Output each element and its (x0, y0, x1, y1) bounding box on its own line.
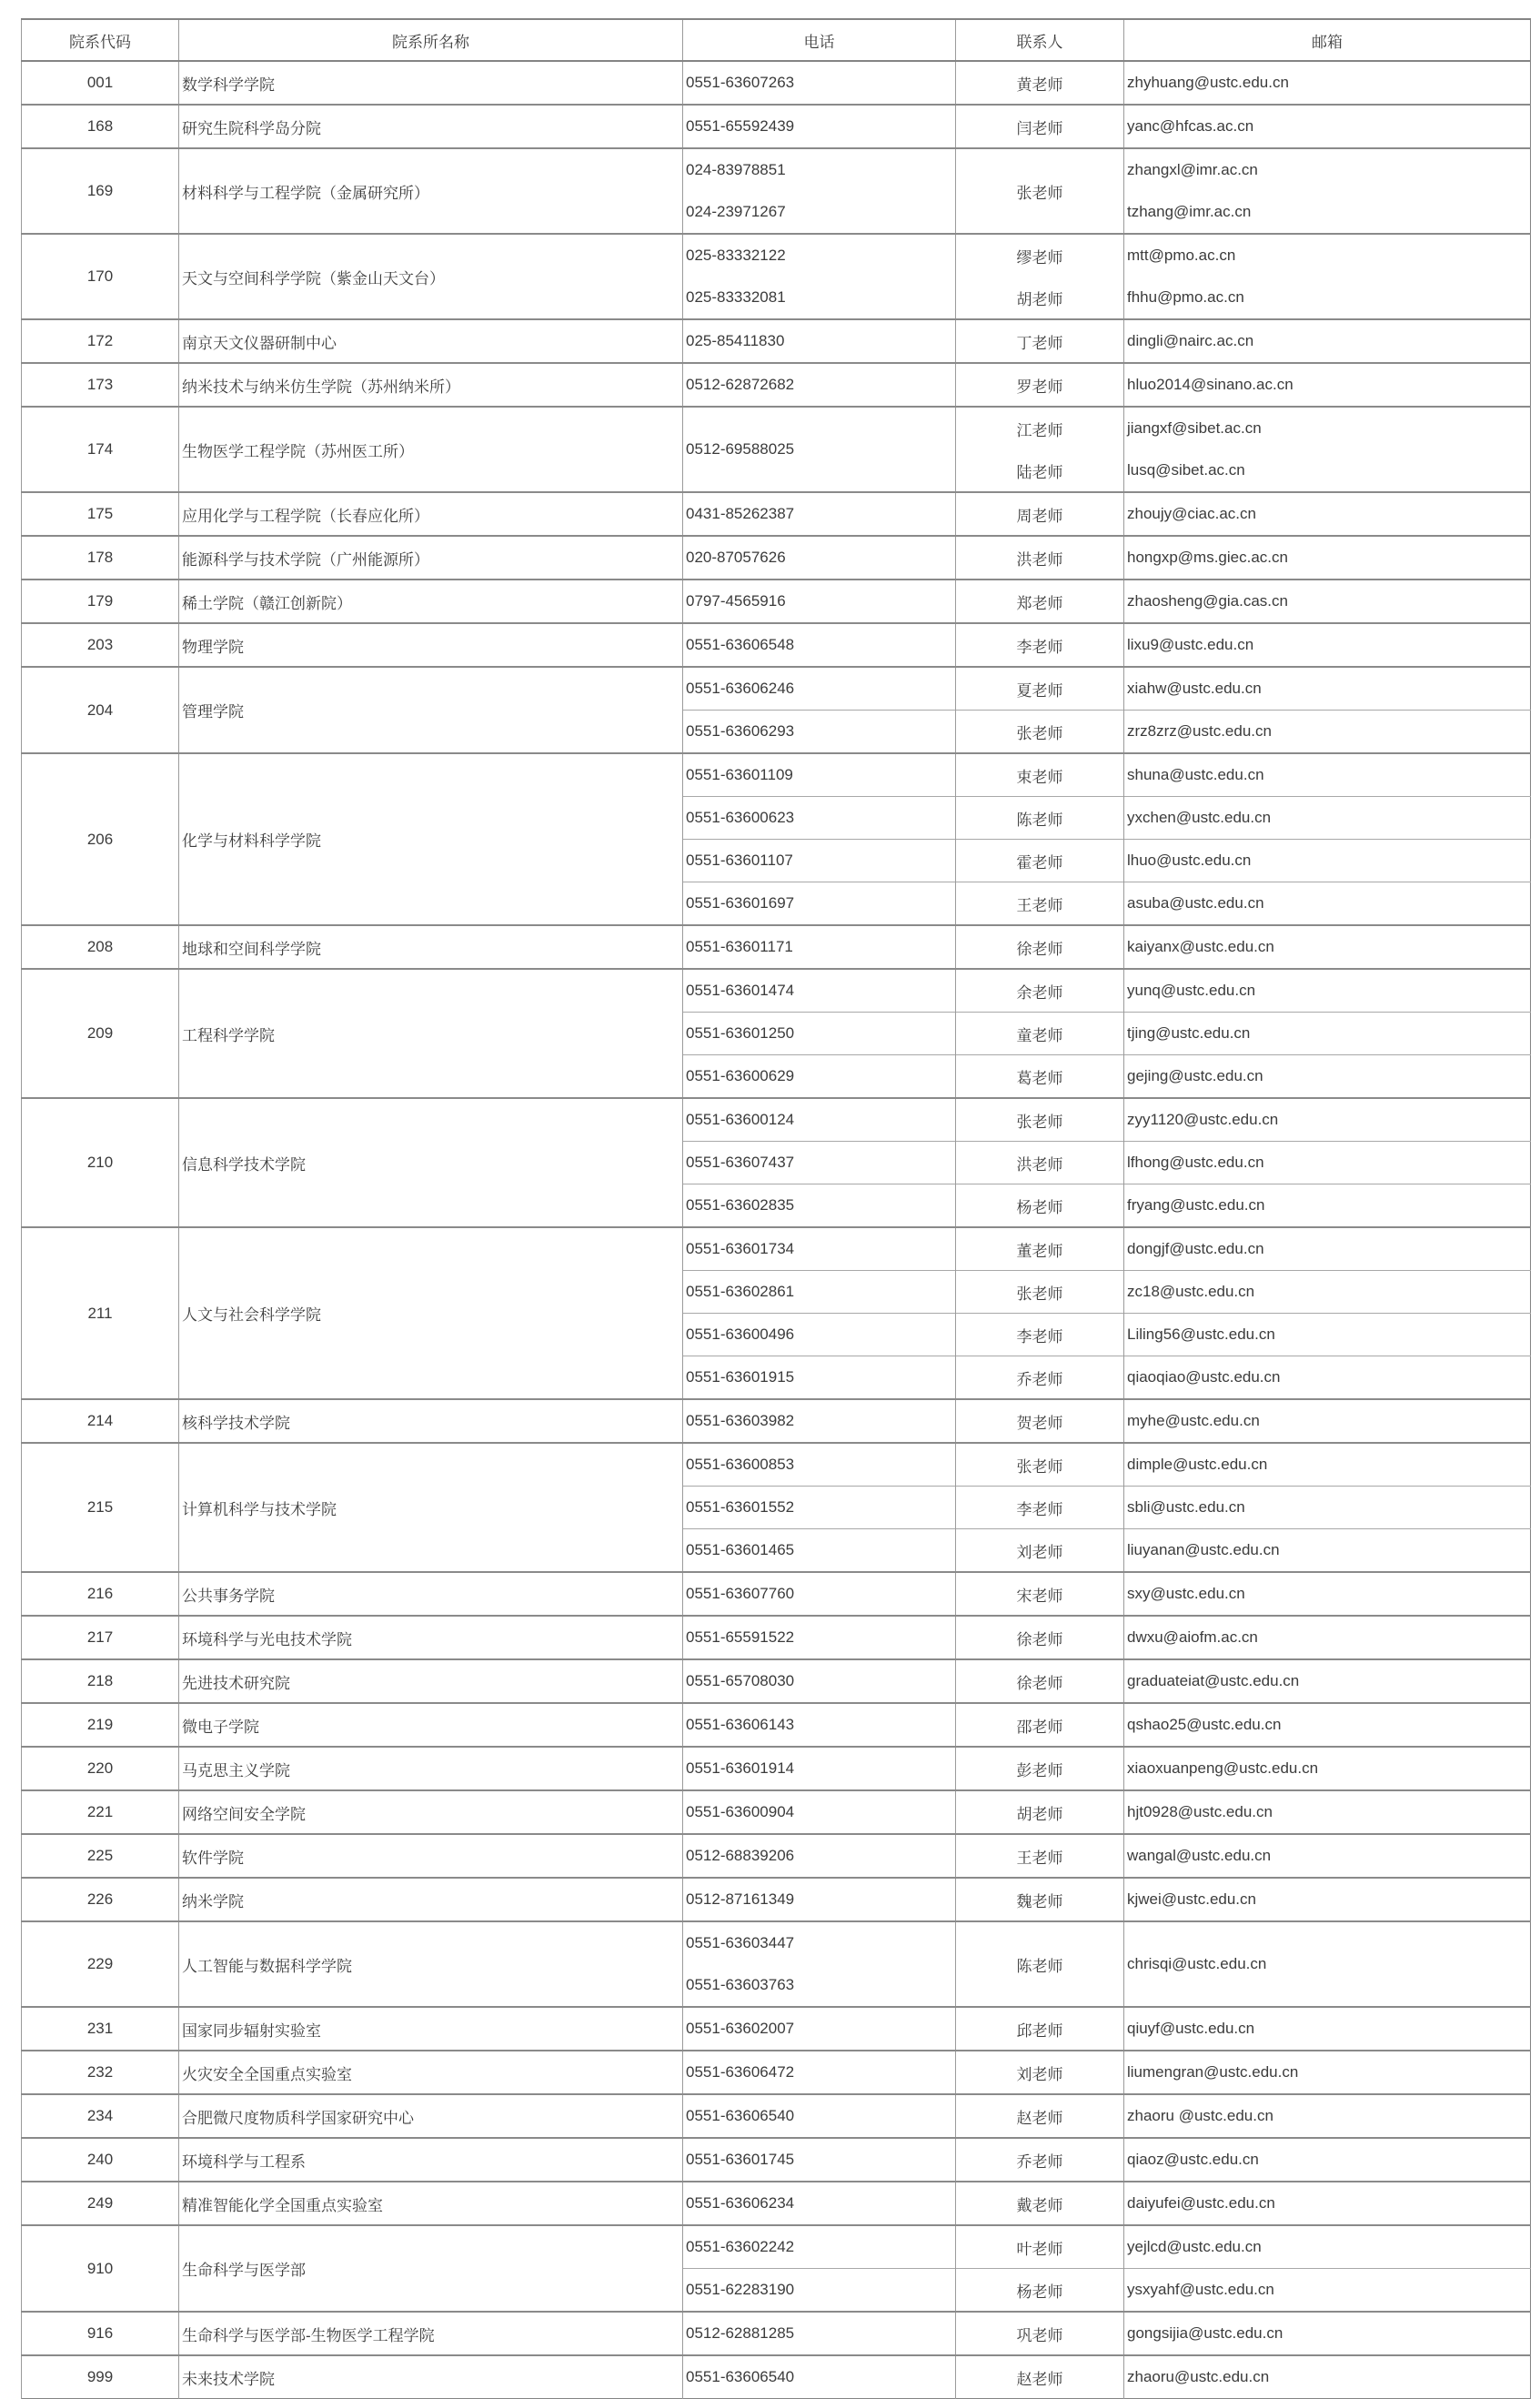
cell-code: 219 (22, 1703, 179, 1747)
cell-email (1124, 234, 1531, 319)
cell-email: yxchen@ustc.edu.cn (1124, 797, 1531, 840)
cell-contact: 宋老师 (956, 1572, 1124, 1616)
table-row (22, 492, 1531, 536)
table-row (22, 2094, 1531, 2138)
table-row (22, 1878, 1531, 1921)
table-row (22, 319, 1531, 363)
table-row (22, 2182, 1531, 2225)
cell-contact: 巩老师 (956, 2312, 1124, 2355)
cell-email: zhaosheng@gia.cas.cn (1124, 580, 1531, 623)
cell-phone: 0551-63600623 (683, 797, 956, 840)
cell-phone: 0551-63602835 (683, 1184, 956, 1228)
cell-phone: 0551-63606540 (683, 2094, 956, 2138)
cell-phone: 0551-63603982 (683, 1399, 956, 1443)
cell-name: 软件学院 (179, 1834, 683, 1878)
cell-phone: 0551-63601474 (683, 969, 956, 1013)
cell-phone: 0512-62881285 (683, 2312, 956, 2355)
cell-code: 001 (22, 61, 179, 105)
cell-name: 人工智能与数据科学学院 (179, 1921, 683, 2007)
cell-code: 221 (22, 1790, 179, 1834)
contacts-table (21, 18, 1531, 2399)
cell-contact-line: 缪老师 (1016, 248, 1063, 267)
cell-email: ysxyahf@ustc.edu.cn (1124, 2269, 1531, 2313)
cell-email: qiuyf@ustc.edu.cn (1124, 2007, 1531, 2051)
cell-phone: 0551-63607760 (683, 1572, 956, 1616)
cell-name: 网络空间安全学院 (179, 1790, 683, 1834)
cell-contact: 赵老师 (956, 2355, 1124, 2399)
cell-phone-line: 025-83332122 (686, 247, 786, 264)
cell-phone: 0551-63601465 (683, 1529, 956, 1573)
cell-code: 220 (22, 1747, 179, 1790)
cell-name: 马克思主义学院 (179, 1747, 683, 1790)
cell-contact: 夏老师 (956, 667, 1124, 711)
cell-email: chrisqi@ustc.edu.cn (1124, 1921, 1531, 2007)
table-row (22, 61, 1531, 105)
cell-name: 先进技术研究院 (179, 1659, 683, 1703)
cell-name: 能源科学与技术学院（广州能源所） (179, 536, 683, 580)
cell-phone: 0512-69588025 (683, 407, 956, 492)
cell-phone: 0551-63600124 (683, 1098, 956, 1142)
cell-name: 稀土学院（赣江创新院） (179, 580, 683, 623)
cell-phone: 0551-63602861 (683, 1271, 956, 1314)
cell-contact: 丁老师 (956, 319, 1124, 363)
cell-email: zhoujy@ciac.ac.cn (1124, 492, 1531, 536)
cell-email: zc18@ustc.edu.cn (1124, 1271, 1531, 1314)
cell-code: 174 (22, 407, 179, 492)
table-row (22, 1227, 1531, 1271)
cell-phone: 0512-68839206 (683, 1834, 956, 1878)
cell-code: 231 (22, 2007, 179, 2051)
cell-contact: 陈老师 (956, 1921, 1124, 2007)
cell-phone: 0551-63600629 (683, 1055, 956, 1099)
cell-email: tjing@ustc.edu.cn (1124, 1013, 1531, 1055)
cell-phone: 0551-63601109 (683, 753, 956, 797)
cell-email-line: zhangxl@imr.ac.cn (1127, 161, 1258, 178)
cell-contact: 张老师 (956, 1271, 1124, 1314)
cell-email-stack (1127, 408, 1530, 491)
cell-email: qiaoz@ustc.edu.cn (1124, 2138, 1531, 2182)
col-header-3: 联系人 (956, 19, 1124, 61)
col-header-0: 院系代码 (22, 19, 179, 61)
cell-phone: 0551-63601171 (683, 925, 956, 969)
cell-contact: 杨老师 (956, 2269, 1124, 2313)
cell-code: 178 (22, 536, 179, 580)
cell-email: zhaoru @ustc.edu.cn (1124, 2094, 1531, 2138)
cell-phone: 0551-63606293 (683, 711, 956, 754)
cell-name: 生命科学与医学部-生物医学工程学院 (179, 2312, 683, 2355)
cell-phone: 0797-4565916 (683, 580, 956, 623)
cell-name: 管理学院 (179, 667, 683, 753)
cell-phone (683, 1921, 956, 2007)
cell-name: 物理学院 (179, 623, 683, 667)
cell-email: dongjf@ustc.edu.cn (1124, 1227, 1531, 1271)
cell-email: kaiyanx@ustc.edu.cn (1124, 925, 1531, 969)
cell-code: 175 (22, 492, 179, 536)
cell-code: 218 (22, 1659, 179, 1703)
table-row (22, 2007, 1531, 2051)
cell-code: 249 (22, 2182, 179, 2225)
cell-phone (683, 234, 956, 319)
cell-contact: 王老师 (956, 1834, 1124, 1878)
cell-code: 225 (22, 1834, 179, 1878)
cell-name: 信息科学技术学院 (179, 1098, 683, 1227)
cell-phone: 0551-63607437 (683, 1142, 956, 1184)
cell-contact: 叶老师 (956, 2225, 1124, 2269)
cell-contact: 杨老师 (956, 1184, 1124, 1228)
table-row (22, 969, 1531, 1013)
table-row (22, 1834, 1531, 1878)
cell-email: liuyanan@ustc.edu.cn (1124, 1529, 1531, 1573)
cell-name: 应用化学与工程学院（长春应化所） (179, 492, 683, 536)
cell-contact: 葛老师 (956, 1055, 1124, 1099)
table-row (22, 1399, 1531, 1443)
cell-phone: 0551-65592439 (683, 105, 956, 148)
cell-name: 工程科学学院 (179, 969, 683, 1098)
cell-code: 916 (22, 2312, 179, 2355)
cell-email: lfhong@ustc.edu.cn (1124, 1142, 1531, 1184)
cell-email: graduateiat@ustc.edu.cn (1124, 1659, 1531, 1703)
cell-code: 208 (22, 925, 179, 969)
cell-phone-line: 024-23971267 (686, 203, 786, 220)
cell-name: 精准智能化学全国重点实验室 (179, 2182, 683, 2225)
cell-email: kjwei@ustc.edu.cn (1124, 1878, 1531, 1921)
cell-contact: 黄老师 (956, 61, 1124, 105)
cell-email: sxy@ustc.edu.cn (1124, 1572, 1531, 1616)
cell-phone: 0551-63601552 (683, 1487, 956, 1529)
table-row (22, 580, 1531, 623)
cell-phone: 0431-85262387 (683, 492, 956, 536)
cell-email-stack (1127, 149, 1530, 233)
cell-code: 232 (22, 2051, 179, 2094)
col-header-1: 院系所名称 (179, 19, 683, 61)
table-row (22, 234, 1531, 319)
cell-name: 火灾安全全国重点实验室 (179, 2051, 683, 2094)
cell-email: dingli@nairc.ac.cn (1124, 319, 1531, 363)
cell-code: 226 (22, 1878, 179, 1921)
cell-name: 研究生院科学岛分院 (179, 105, 683, 148)
cell-contact: 霍老师 (956, 840, 1124, 882)
cell-email: zyy1120@ustc.edu.cn (1124, 1098, 1531, 1142)
cell-code: 209 (22, 969, 179, 1098)
col-header-4: 邮箱 (1124, 19, 1531, 61)
table-row (22, 2355, 1531, 2399)
cell-email: yunq@ustc.edu.cn (1124, 969, 1531, 1013)
table-row (22, 2138, 1531, 2182)
table-row (22, 1572, 1531, 1616)
cell-email: wangal@ustc.edu.cn (1124, 1834, 1531, 1878)
cell-code: 229 (22, 1921, 179, 2007)
cell-email: gejing@ustc.edu.cn (1124, 1055, 1531, 1099)
cell-phone: 0551-63606143 (683, 1703, 956, 1747)
cell-name: 化学与材料科学学院 (179, 753, 683, 925)
cell-phone: 0551-63601107 (683, 840, 956, 882)
header-row (22, 19, 1531, 61)
cell-phone-line: 025-83332081 (686, 288, 786, 306)
cell-code: 211 (22, 1227, 179, 1399)
cell-phone (683, 148, 956, 234)
cell-email: dwxu@aiofm.ac.cn (1124, 1616, 1531, 1659)
cell-contact: 魏老师 (956, 1878, 1124, 1921)
cell-name: 天文与空间科学学院（紫金山天文台） (179, 234, 683, 319)
cell-contact-stack (956, 408, 1123, 491)
cell-phone: 0551-63601734 (683, 1227, 956, 1271)
cell-contact: 胡老师 (956, 1790, 1124, 1834)
cell-contact: 周老师 (956, 492, 1124, 536)
cell-code: 240 (22, 2138, 179, 2182)
cell-contact: 童老师 (956, 1013, 1124, 1055)
cell-contact: 彭老师 (956, 1747, 1124, 1790)
cell-contact: 董老师 (956, 1227, 1124, 1271)
cell-name: 人文与社会科学学院 (179, 1227, 683, 1399)
cell-phone: 020-87057626 (683, 536, 956, 580)
cell-code: 214 (22, 1399, 179, 1443)
cell-name: 合肥微尺度物质科学国家研究中心 (179, 2094, 683, 2138)
table-body (22, 61, 1531, 2399)
cell-email-line: jiangxf@sibet.ac.cn (1127, 419, 1262, 437)
cell-contact-line: 江老师 (1016, 421, 1063, 439)
cell-code: 206 (22, 753, 179, 925)
cell-contact: 贺老师 (956, 1399, 1124, 1443)
cell-name: 地球和空间科学学院 (179, 925, 683, 969)
cell-contact: 张老师 (956, 711, 1124, 754)
cell-phone: 025-85411830 (683, 319, 956, 363)
table-row (22, 1921, 1531, 2007)
cell-contact: 乔老师 (956, 1356, 1124, 1400)
table-row (22, 2051, 1531, 2094)
cell-phone-line: 024-83978851 (686, 161, 786, 178)
cell-phone: 0551-63606234 (683, 2182, 956, 2225)
cell-contact (956, 234, 1124, 319)
cell-contact: 张老师 (956, 1443, 1124, 1487)
table-row (22, 363, 1531, 407)
table-row (22, 407, 1531, 492)
cell-phone: 0551-65708030 (683, 1659, 956, 1703)
cell-email-line: fhhu@pmo.ac.cn (1127, 288, 1244, 306)
cell-phone: 0551-63606540 (683, 2355, 956, 2399)
cell-email: yejlcd@ustc.edu.cn (1124, 2225, 1531, 2269)
cell-email: shuna@ustc.edu.cn (1124, 753, 1531, 797)
cell-code: 169 (22, 148, 179, 234)
cell-contact: 洪老师 (956, 536, 1124, 580)
cell-email: lixu9@ustc.edu.cn (1124, 623, 1531, 667)
cell-phone-line: 0551-63603447 (686, 1934, 795, 1951)
table-row (22, 1616, 1531, 1659)
cell-email-line: lusq@sibet.ac.cn (1127, 461, 1245, 479)
cell-phone: 0551-65591522 (683, 1616, 956, 1659)
cell-email: hluo2014@sinano.ac.cn (1124, 363, 1531, 407)
cell-name: 公共事务学院 (179, 1572, 683, 1616)
cell-code: 234 (22, 2094, 179, 2138)
cell-contact: 徐老师 (956, 1659, 1124, 1703)
cell-email: Liling56@ustc.edu.cn (1124, 1314, 1531, 1356)
cell-contact: 罗老师 (956, 363, 1124, 407)
cell-email: dimple@ustc.edu.cn (1124, 1443, 1531, 1487)
cell-code: 216 (22, 1572, 179, 1616)
cell-email (1124, 148, 1531, 234)
cell-contact-stack (956, 235, 1123, 318)
cell-name: 核科学技术学院 (179, 1399, 683, 1443)
cell-code: 910 (22, 2225, 179, 2312)
cell-code: 179 (22, 580, 179, 623)
cell-code: 217 (22, 1616, 179, 1659)
cell-phone: 0551-63606548 (683, 623, 956, 667)
cell-email-line: tzhang@imr.ac.cn (1127, 203, 1252, 220)
cell-email (1124, 407, 1531, 492)
cell-phone: 0551-63601914 (683, 1747, 956, 1790)
cell-contact: 闫老师 (956, 105, 1124, 148)
cell-email: xiahw@ustc.edu.cn (1124, 667, 1531, 711)
cell-name: 纳米学院 (179, 1878, 683, 1921)
cell-email: myhe@ustc.edu.cn (1124, 1399, 1531, 1443)
cell-name: 生物医学工程学院（苏州医工所） (179, 407, 683, 492)
cell-phone: 0512-62872682 (683, 363, 956, 407)
cell-name: 南京天文仪器研制中心 (179, 319, 683, 363)
cell-phone: 0551-63607263 (683, 61, 956, 105)
cell-contact: 刘老师 (956, 1529, 1124, 1573)
cell-email: qiaoqiao@ustc.edu.cn (1124, 1356, 1531, 1400)
cell-contact: 陈老师 (956, 797, 1124, 840)
table-row (22, 1703, 1531, 1747)
table-row (22, 536, 1531, 580)
cell-phone-stack (686, 1922, 955, 2006)
cell-name: 国家同步辐射实验室 (179, 2007, 683, 2051)
cell-contact: 李老师 (956, 1487, 1124, 1529)
table-row (22, 1790, 1531, 1834)
cell-email-line: mtt@pmo.ac.cn (1127, 247, 1236, 264)
table-row (22, 925, 1531, 969)
cell-contact: 张老师 (956, 1098, 1124, 1142)
cell-phone-stack (686, 149, 955, 233)
cell-name: 环境科学与工程系 (179, 2138, 683, 2182)
cell-name: 生命科学与医学部 (179, 2225, 683, 2312)
cell-email: liumengran@ustc.edu.cn (1124, 2051, 1531, 2094)
cell-email: zhyhuang@ustc.edu.cn (1124, 61, 1531, 105)
cell-contact: 徐老师 (956, 925, 1124, 969)
cell-phone: 0551-62283190 (683, 2269, 956, 2313)
cell-name: 未来技术学院 (179, 2355, 683, 2399)
table-row (22, 1659, 1531, 1703)
cell-phone-line: 0551-63603763 (686, 1976, 795, 1993)
cell-contact-line: 胡老师 (1016, 290, 1063, 308)
cell-email: gongsijia@ustc.edu.cn (1124, 2312, 1531, 2355)
table-row (22, 667, 1531, 711)
cell-contact: 李老师 (956, 623, 1124, 667)
table-row (22, 2312, 1531, 2355)
cell-email: asuba@ustc.edu.cn (1124, 882, 1531, 926)
cell-code: 204 (22, 667, 179, 753)
cell-phone: 0551-63601915 (683, 1356, 956, 1400)
cell-email: lhuo@ustc.edu.cn (1124, 840, 1531, 882)
cell-phone: 0551-63601745 (683, 2138, 956, 2182)
cell-name: 微电子学院 (179, 1703, 683, 1747)
cell-contact: 戴老师 (956, 2182, 1124, 2225)
table-row (22, 1747, 1531, 1790)
cell-contact: 刘老师 (956, 2051, 1124, 2094)
cell-code: 173 (22, 363, 179, 407)
cell-name: 纳米技术与纳米仿生学院（苏州纳米所） (179, 363, 683, 407)
cell-contact: 郑老师 (956, 580, 1124, 623)
cell-phone: 0551-63606246 (683, 667, 956, 711)
cell-contact (956, 407, 1124, 492)
cell-email: fryang@ustc.edu.cn (1124, 1184, 1531, 1228)
table-row (22, 1443, 1531, 1487)
cell-code: 172 (22, 319, 179, 363)
cell-email: daiyufei@ustc.edu.cn (1124, 2182, 1531, 2225)
cell-code: 203 (22, 623, 179, 667)
cell-email: zhaoru@ustc.edu.cn (1124, 2355, 1531, 2399)
cell-name: 材料科学与工程学院（金属研究所） (179, 148, 683, 234)
cell-contact: 王老师 (956, 882, 1124, 926)
cell-name: 数学科学学院 (179, 61, 683, 105)
cell-contact: 邵老师 (956, 1703, 1124, 1747)
cell-email-stack (1127, 235, 1530, 318)
cell-phone: 0551-63600853 (683, 1443, 956, 1487)
cell-phone: 0551-63601697 (683, 882, 956, 926)
cell-phone: 0551-63606472 (683, 2051, 956, 2094)
cell-name: 计算机科学与技术学院 (179, 1443, 683, 1572)
table-row (22, 623, 1531, 667)
cell-email: zrz8zrz@ustc.edu.cn (1124, 711, 1531, 754)
cell-phone-stack (686, 235, 955, 318)
cell-contact: 束老师 (956, 753, 1124, 797)
col-header-2: 电话 (683, 19, 956, 61)
cell-email: yanc@hfcas.ac.cn (1124, 105, 1531, 148)
table-row (22, 753, 1531, 797)
table-row (22, 2225, 1531, 2269)
cell-phone: 0551-63602242 (683, 2225, 956, 2269)
cell-email: hongxp@ms.giec.ac.cn (1124, 536, 1531, 580)
cell-phone: 0551-63602007 (683, 2007, 956, 2051)
cell-code: 168 (22, 105, 179, 148)
cell-email: hjt0928@ustc.edu.cn (1124, 1790, 1531, 1834)
cell-phone: 0551-63600904 (683, 1790, 956, 1834)
cell-code: 999 (22, 2355, 179, 2399)
cell-code: 210 (22, 1098, 179, 1227)
cell-name: 环境科学与光电技术学院 (179, 1616, 683, 1659)
table-row (22, 148, 1531, 234)
table-row (22, 1098, 1531, 1142)
cell-phone: 0551-63601250 (683, 1013, 956, 1055)
cell-code: 215 (22, 1443, 179, 1572)
cell-email: qshao25@ustc.edu.cn (1124, 1703, 1531, 1747)
cell-contact: 赵老师 (956, 2094, 1124, 2138)
cell-contact: 徐老师 (956, 1616, 1124, 1659)
cell-code: 170 (22, 234, 179, 319)
table-row (22, 105, 1531, 148)
cell-contact: 张老师 (956, 148, 1124, 234)
cell-contact: 乔老师 (956, 2138, 1124, 2182)
cell-contact: 洪老师 (956, 1142, 1124, 1184)
cell-contact: 余老师 (956, 969, 1124, 1013)
cell-email: xiaoxuanpeng@ustc.edu.cn (1124, 1747, 1531, 1790)
cell-contact-line: 陆老师 (1016, 463, 1063, 481)
cell-contact: 李老师 (956, 1314, 1124, 1356)
cell-contact: 邱老师 (956, 2007, 1124, 2051)
cell-phone: 0551-63600496 (683, 1314, 956, 1356)
cell-email: sbli@ustc.edu.cn (1124, 1487, 1531, 1529)
cell-phone: 0512-87161349 (683, 1878, 956, 1921)
table-header (22, 19, 1531, 61)
